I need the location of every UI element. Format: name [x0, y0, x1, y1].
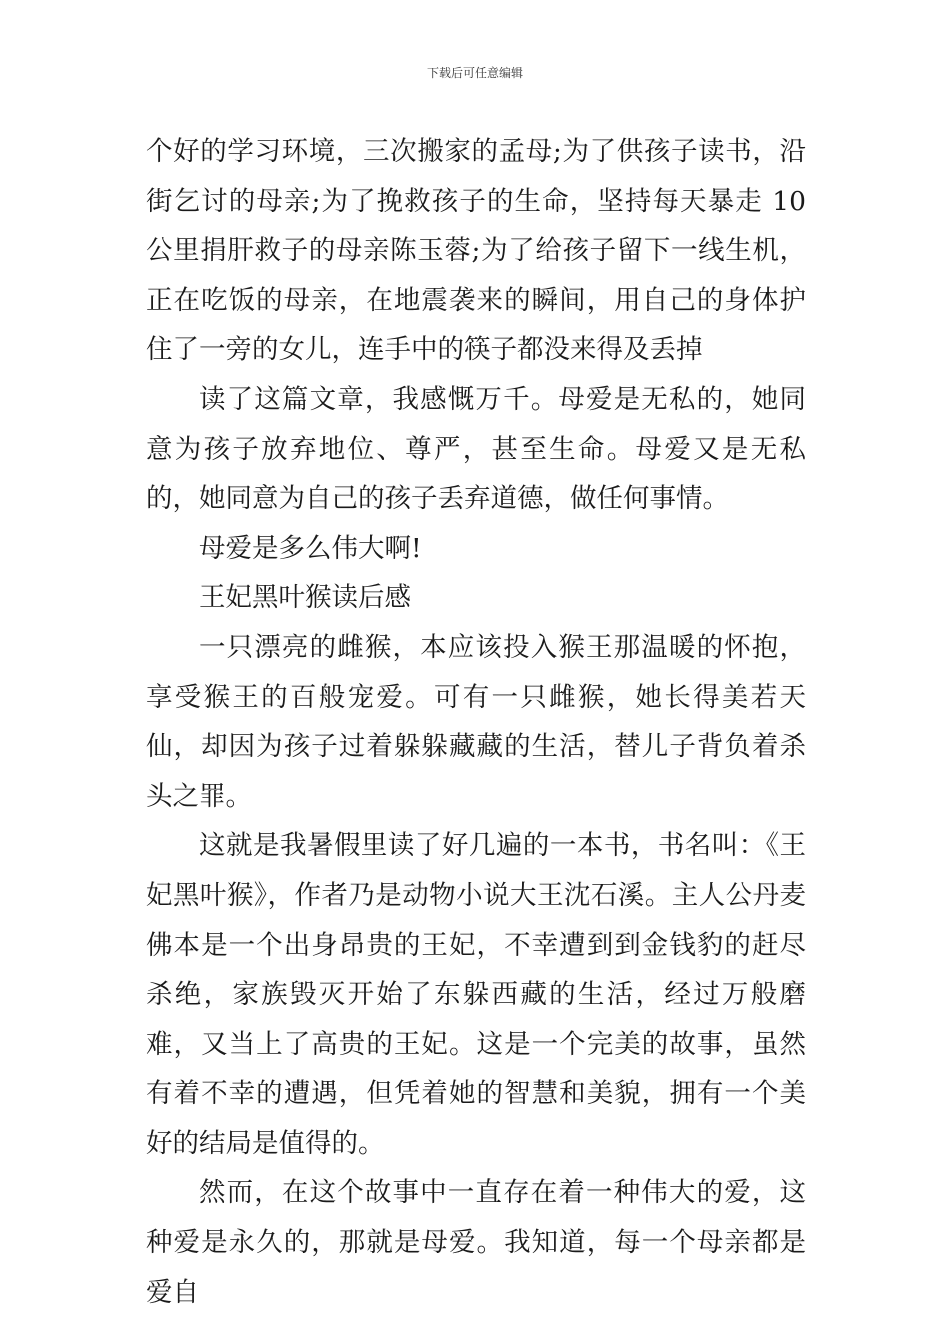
paragraph: 这就是我暑假里读了好几遍的一本书，书名叫：《王妃黑叶猴》，作者乃是动物小说大王沈石溪。主人公丹麦佛本是一个出身昂贵的王妃，不幸遭到到金钱豹的赶尽杀绝，家族毁灭开始了东躲西藏的生活，经过万般磨难，又当上了高贵的王妃。这是一个完美的故事，虽然有着不幸的遭遇，但凭着她的智慧和美貌，拥有一个美好的结局是值得的。 [146, 830, 806, 1159]
paragraph: 母爱是多么伟大啊! [199, 532, 422, 564]
section-title: 王妃黑叶猴读后感 [199, 582, 411, 614]
paragraph: 然而，在这个故事中一直存在着一种伟大的爱，这种爱是永久的，那就是母爱。我知道，每一个母亲都是爱自 [146, 1177, 806, 1308]
page-header-note: 下载后可任意编辑 [426, 66, 523, 80]
document-body [146, 127, 806, 1317]
paragraph: 一只漂亮的雌猴，本应该投入猴王那温暖的怀抱，享受猴王的百般宠爱。可有一只雌猴，她长得美若天仙，却因为孩子过着躲躲藏藏的生活，替儿子背负着杀头之罪。 [146, 631, 806, 812]
paragraph: 读了这篇文章，我感慨万千。母爱是无私的，她同意为孩子放弃地位、尊严，甚至生命。母爱又是无私的，她同意为自己的孩子丢弃道德，做任何事情。 [146, 383, 806, 515]
paragraph-continued: 个好的学习环境，三次搬家的孟母;为了供孩子读书，沿街乞讨的母亲;为了挽救孩子的生命，坚持每天暴走 10 公里捐肝救子的母亲陈玉蓉;为了给孩子留下一线生机，正在吃饭的母亲，在地震袭来的瞬间，用自己的身体护住了一旁的女儿，连手中的筷子都没来得及丢掉 [146, 136, 806, 366]
